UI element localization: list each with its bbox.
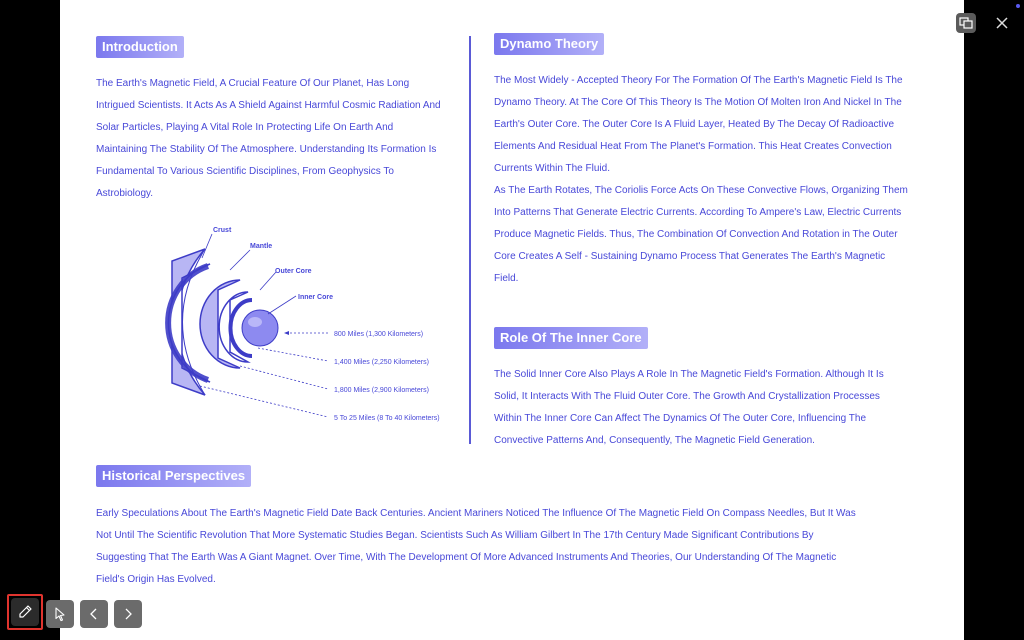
presentation-slide <box>60 0 964 640</box>
previous-slide-button[interactable] <box>80 600 108 628</box>
inner-core-label: Inner Core <box>298 294 334 301</box>
dynamo-theory-heading: Dynamo Theory <box>494 33 604 55</box>
next-slide-button[interactable] <box>114 600 142 628</box>
outer-core-label: Outer Core <box>275 268 312 275</box>
pointer-tool-button[interactable] <box>46 600 74 628</box>
window-mode-button[interactable] <box>956 13 976 33</box>
pointer-icon <box>52 606 68 622</box>
earth-layers-diagram <box>90 218 440 438</box>
introduction-text: The Earth's Magnetic Field, A Crucial Feature Of Our Planet, Has Long Intrigued Scientists. It Acts As A Shield Against Harmful Cosmic Radiation And Solar Particles, Playing A Vital Role In Protecting Life On Earth And Maintaining The Stability Of The Atmosphere. Understanding Its Formation Is Fundamental To Various Scientific Disciplines, From Geophysics To Astrobiology. <box>96 78 441 199</box>
notification-dot <box>1016 4 1020 8</box>
column-divider <box>469 36 471 444</box>
inner-core-text: The Solid Inner Core Also Plays A Role In The Magnetic Field's Formation. Although It Is Solid, It Interacts With The Fluid Outer Core. The Growth And Crystallization Processes Within The Inner Core Can Affect The Dynamics Of The Outer Core, Influencing The Convective Patterns And, Consequently, The Magnetic Field Generation. <box>494 369 884 446</box>
dynamo-theory-text-2: As The Earth Rotates, The Coriolis Force Acts On These Convective Flows, Organizing Them Into Patterns That Generate Electric Currents. According To Ampere's Law, Electric Currents Produce Magnetic Fields. Thus, The Combination Of Convection And Rotation in The Outer Core Creates A Self - Sustaining Dynamo Process That Generates The Earth's Magnetic Field. <box>494 185 908 284</box>
chevron-left-icon <box>86 606 102 622</box>
pen-tool-button[interactable] <box>11 598 39 626</box>
inner-core-heading: Role Of The Inner Core <box>494 327 648 349</box>
mantle-measure: 1,800 Miles (2,900 Kilometers) <box>334 387 429 394</box>
dynamo-theory-text-1: The Most Widely - Accepted Theory For The Formation Of The Earth's Magnetic Field Is The Dynamo Theory. At The Core Of This Theory Is The Motion Of Molten Iron And Nickel In The Earth's Outer Core. The Outer Core Is A Fluid Layer, Heated By The Decay Of Radioactive Elements And Residual Heat From The Planet's Formation. This Heat Creates Convection Currents Within The Fluid. <box>494 75 903 174</box>
pen-icon <box>17 604 33 620</box>
close-icon <box>992 13 1012 33</box>
window-icon <box>956 13 976 33</box>
historical-perspectives-heading: Historical Perspectives <box>96 465 251 487</box>
chevron-right-icon <box>120 606 136 622</box>
close-button[interactable] <box>992 13 1012 33</box>
historical-perspectives-text: Early Speculations About The Earth's Magnetic Field Date Back Centuries. Ancient Mariners Noticed The Influence Of The Magnetic Field On Compass Needles, But It Was Not Until The Scientific Revolution That More Systematic Studies Began. Scientists Such As William Gilbert In The 17th Century Made Significant Contributions By Suggesting That The Earth Was A Giant Magnet. Over Time, With The Development Of More Advanced Instruments And Theories, Our Understanding Of The Magnetic Field's Origin Has Evolved. <box>96 508 856 585</box>
earth-cutaway <box>168 249 278 395</box>
crust-label: Crust <box>213 227 232 234</box>
crust-measure: 5 To 25 Miles (8 To 40 Kilometers) <box>334 415 440 422</box>
mantle-label: Mantle <box>250 243 273 250</box>
inner-core-measure: 800 Miles (1,300 Kilometers) <box>334 331 424 338</box>
outer-core-measure: 1,400 Miles (2,250 Kilometers) <box>334 359 429 366</box>
introduction-heading: Introduction <box>96 36 184 58</box>
